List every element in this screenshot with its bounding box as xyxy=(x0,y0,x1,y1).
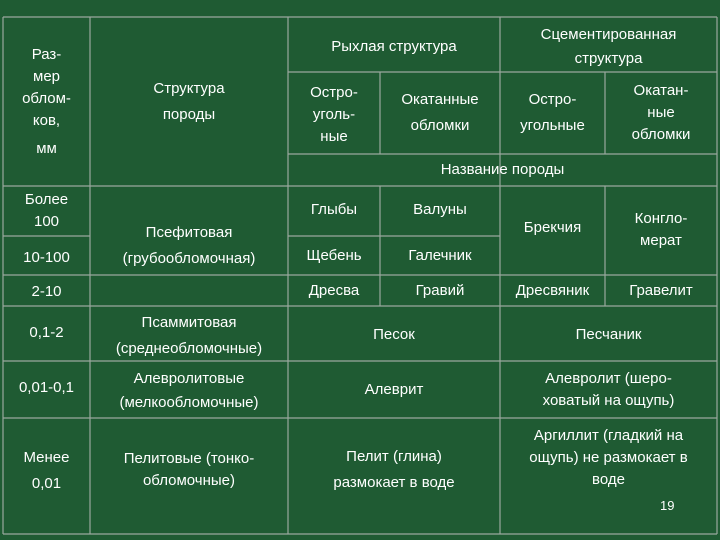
rock-argillit xyxy=(500,425,717,491)
size-header-line: мм xyxy=(36,140,57,157)
cem-rounded-line: обломки xyxy=(631,126,691,143)
size-10-100: 10-100 xyxy=(23,249,70,266)
rock-alevrolit xyxy=(500,368,717,412)
rock-scheben: Щебень xyxy=(306,247,362,264)
structure-cell-line: Псефитовая xyxy=(145,224,233,241)
size-cell-line: Более xyxy=(24,191,69,208)
size-2-10: 2-10 xyxy=(31,283,62,300)
pelit-structure xyxy=(90,448,288,492)
size-0-01-0-1: 0,01-0,1 xyxy=(18,379,75,396)
rock-peschanik: Песчаник xyxy=(575,326,642,343)
rock-graviy: Гравий xyxy=(415,282,465,299)
cem-rounded-line: Окатан- xyxy=(633,82,689,99)
rock-breccia: Брекчия xyxy=(523,219,582,236)
structure-header-line: Структура xyxy=(153,80,225,97)
loose-angular-line: уголь- xyxy=(312,106,356,123)
rock-cell-line: Конгло- xyxy=(634,210,688,227)
cem-rounded-line: ные xyxy=(647,104,675,121)
rock-gravelit: Гравелит xyxy=(629,282,693,299)
cem-angular-line: угольные xyxy=(520,117,585,134)
rock-glyby: Глыбы xyxy=(310,201,358,218)
loose-angular-line: ные xyxy=(320,128,348,145)
psefit-structure xyxy=(90,222,288,270)
cemented-header-line: структура xyxy=(574,50,643,67)
cem-angular-header xyxy=(500,89,605,137)
rock-cell-line: Пелит (глина) xyxy=(346,448,442,465)
size-header-line: ков, xyxy=(32,112,61,129)
rock-galechnik: Галечник xyxy=(408,247,472,264)
rock-alevrit: Алеврит xyxy=(364,381,424,398)
size-more-100 xyxy=(3,189,90,233)
rock-konglomerat xyxy=(605,208,717,252)
page-number: 19 xyxy=(660,498,675,513)
cem-rounded-header xyxy=(605,80,717,146)
loose-rounded-header xyxy=(380,89,500,137)
structure-cell-line: (мелкообломочные) xyxy=(119,394,259,411)
rock-cell-line: мерат xyxy=(640,232,682,249)
rock-cell-line: Алевролит (шеро- xyxy=(545,370,672,387)
rock-name-header: Название породы xyxy=(440,161,565,178)
cemented-structure-header xyxy=(500,24,717,70)
loose-rounded-line: обломки xyxy=(410,117,470,134)
rock-cell-line: ощупь) не размокает в xyxy=(529,449,688,466)
cem-angular-line: Остро- xyxy=(528,91,577,108)
rock-pesok: Песок xyxy=(373,326,415,343)
structure-cell-line: Пелитовые (тонко- xyxy=(123,450,255,467)
structure-header xyxy=(90,78,288,126)
size-header xyxy=(3,44,90,160)
size-header-line: мер xyxy=(33,68,60,85)
rock-cell-line: размокает в воде xyxy=(333,474,455,491)
rock-dresvyanik: Дресвяник xyxy=(515,282,590,299)
rock-cell-line: воде xyxy=(592,471,625,488)
structure-header-line: породы xyxy=(162,106,216,123)
size-0-1-2: 0,1-2 xyxy=(29,324,64,341)
structure-cell-line: обломочные) xyxy=(142,472,236,489)
rock-pelit xyxy=(288,446,500,494)
size-cell-line: 100 xyxy=(33,213,60,230)
structure-cell-line: Алевролитовые xyxy=(133,370,245,387)
structure-cell-line: (грубообломочная) xyxy=(122,250,256,267)
loose-rounded-line: Окатанные xyxy=(401,91,479,108)
size-cell-line: Менее xyxy=(23,449,70,466)
size-header-line: облом- xyxy=(22,90,71,107)
structure-cell-line: Псаммитовая xyxy=(141,314,237,331)
rock-cell-line: Аргиллит (гладкий на xyxy=(533,427,684,444)
rock-dresva: Дресва xyxy=(308,282,360,299)
structure-cell-line: (среднеобломочные) xyxy=(115,340,263,357)
rock-cell-line: ховатый на ощупь) xyxy=(542,392,675,409)
rock-valuny: Валуны xyxy=(413,201,467,218)
alevrolit-structure xyxy=(90,368,288,414)
size-cell-line: 0,01 xyxy=(31,475,62,492)
loose-structure-header: Рыхлая структура xyxy=(331,38,457,55)
cemented-header-line: Сцементированная xyxy=(540,26,677,43)
psammit-structure xyxy=(90,312,288,360)
loose-angular-line: Остро- xyxy=(310,84,358,101)
size-less-0-01 xyxy=(3,447,90,495)
size-header-line: Раз- xyxy=(31,46,62,63)
loose-angular-header xyxy=(288,82,380,148)
